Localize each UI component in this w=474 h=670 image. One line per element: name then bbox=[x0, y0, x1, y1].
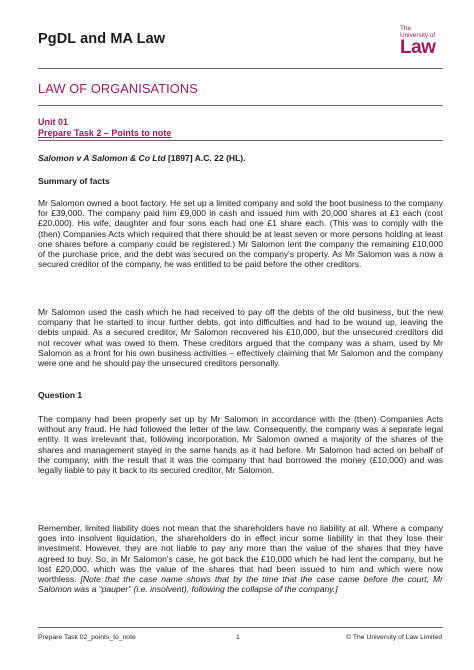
case-reference: [1897] A.C. 22 (HL). bbox=[165, 153, 246, 163]
paragraph-answer-2-note: [Note that the case name shows that by the time that the case came before the court, Mr Salomon was a “pauper” (i.e. insolvent), following the collapse of the company.] bbox=[38, 574, 443, 595]
question-heading: Question 1 bbox=[38, 390, 83, 400]
logo-line-the: The bbox=[400, 25, 412, 32]
paragraph-answer-2-text: Remember, limited liability does not mean that the shareholders have no liability at all. Where a company goes into insolvent liquidation, the shareholders do in effect incur some liability in that they lose their investment. However, they are not liable to pay any more than the value of the shares that they have agreed to buy. So, in Mr Salomon's case, he got back the £10,000 which he had lent the company, but he lost £20,000, which was the value of the shares that had been issued to him and which were now worthless. bbox=[38, 523, 443, 585]
header-divider bbox=[38, 68, 443, 69]
paragraph-facts-1: Mr Salomon owned a boot factory. He set up a limited company and sold the boot business to the company for £39,000. The company paid him £9,000 in cash and issued him with 20,000 shares at £1 each (cost £20,000). His wife, daughter and four sons each had one £1 share each. (This was to comply with the (then) Companies Acts which required that there should be at least seven or more persons holding at least one shares before a company could be registered.) Mr Salomon lent the company the remaining £10,000 of the purchase price, and the debt was secured on the company's property. As Mr Salomon was a now a secured creditor of the company, he was entitled to be paid before the other creditors. bbox=[38, 198, 443, 270]
section-divider bbox=[38, 105, 443, 106]
unit-label: Unit 01 bbox=[38, 117, 69, 127]
summary-heading: Summary of facts bbox=[38, 176, 110, 186]
university-logo bbox=[400, 25, 440, 65]
footer-document-name: Prepare Task 02_points_to_note bbox=[38, 634, 136, 641]
footer-divider bbox=[38, 627, 443, 628]
case-citation bbox=[38, 153, 443, 163]
logo-line-law: Law bbox=[400, 37, 436, 58]
task-divider bbox=[38, 140, 443, 141]
logo-line-university: University of bbox=[400, 32, 436, 39]
paragraph-answer-1: The company had been properly set up by Mr Salomon in accordance with the (then) Companies Acts without any fraud. He had followed the letter of the law. Consequently, the company was a separate legal entity. It was irrelevant that, following incorporation, Mr Salomon owned a majority of the shares of the shares and management stayed in the same hands as it had before. Mr Salomon had acted on behalf of the company, with the result that it was the company that had borrowed the money (£10,000) and was legally liable to pay it back to its secured creditor, Mr Salomon. bbox=[38, 414, 443, 476]
footer-copyright: © The University of Law Limited bbox=[346, 634, 442, 641]
paragraph-facts-2: Mr Salomon used the cash which he had received to pay off the debts of the old business, but the new company that he started to incur further debts, got into difficulties and had to be wound up, leaving the debts unpaid. As a secured creditor, Mr Salomon recovered his £10,000, but the unsecured creditors did not recover what was owed to them. These creditors argued that the company was a sham, used by Mr Salomon as a front for his own business activities – effectively claiming that Mr Salomon and the company were one and he should pay the unsecured creditors personally. bbox=[38, 307, 443, 369]
footer-page-number: 1 bbox=[236, 634, 240, 641]
task-label: Prepare Task 2 – Points to note bbox=[38, 128, 172, 138]
paragraph-answer-2 bbox=[38, 523, 443, 594]
case-name: Salomon v A Salomon & Co Ltd bbox=[38, 153, 166, 163]
header-title: PgDL and MA Law bbox=[38, 31, 166, 47]
section-title: LAW OF ORGANISATIONS bbox=[38, 81, 198, 96]
